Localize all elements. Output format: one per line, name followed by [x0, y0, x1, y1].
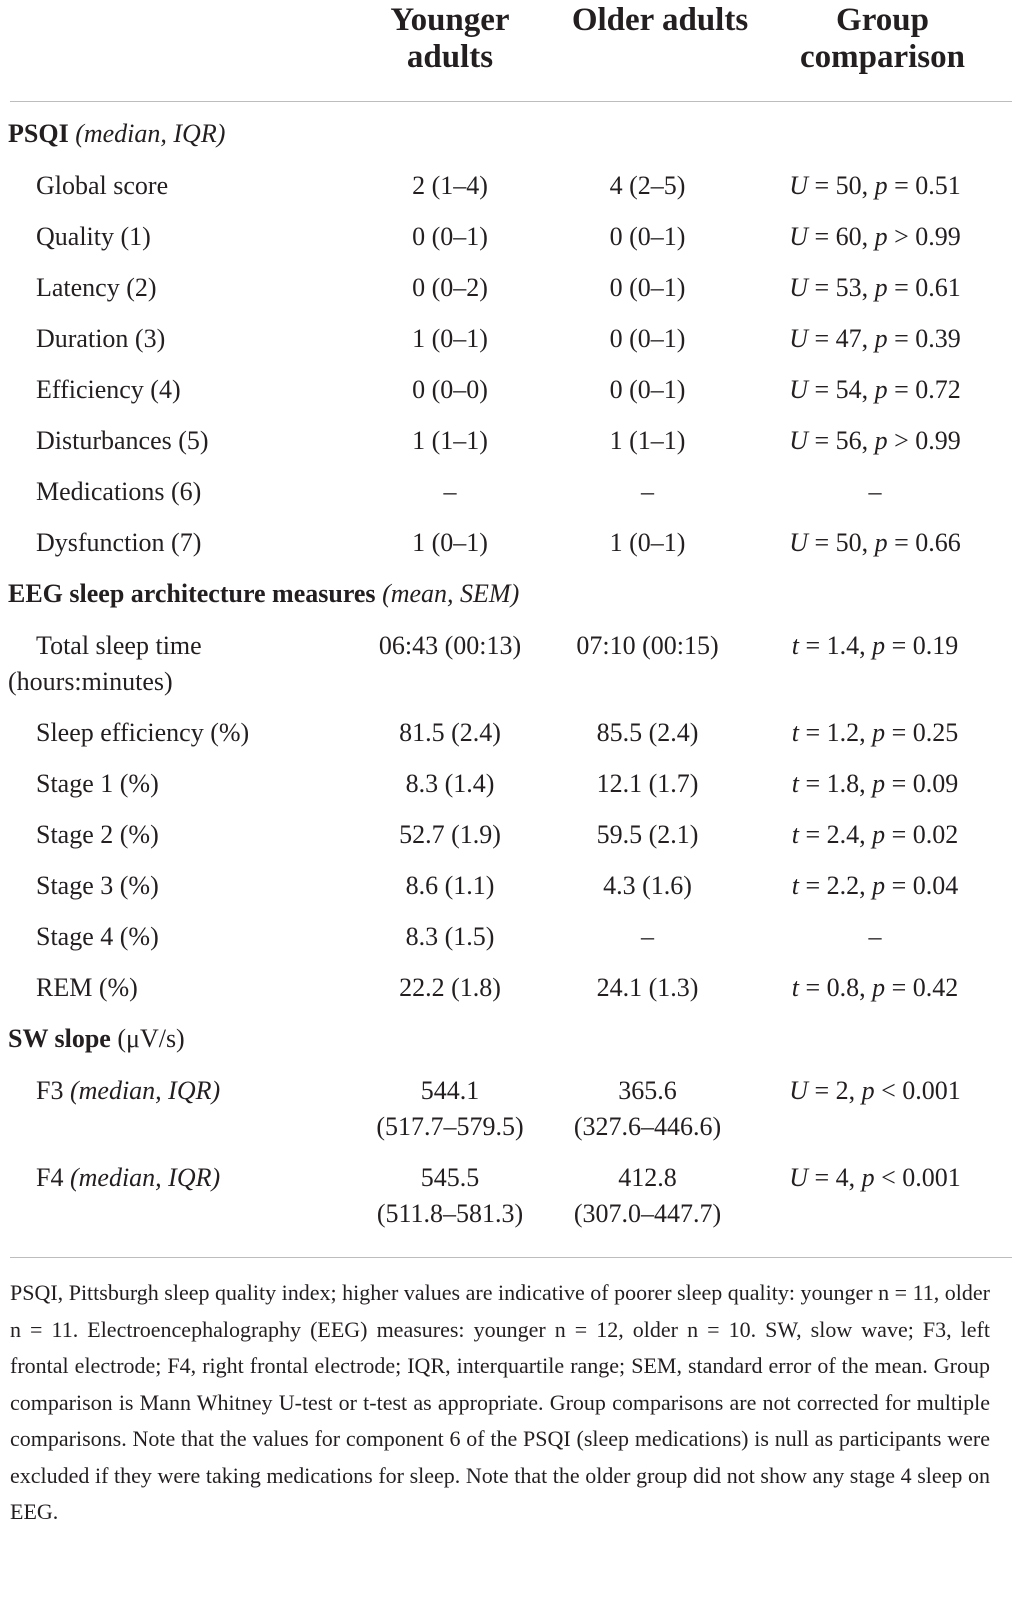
- table-row: [0, 628, 1021, 715]
- p-symbol: p: [872, 769, 886, 798]
- row-label: [36, 868, 366, 904]
- cell-older: [550, 766, 745, 802]
- cell-older-value: 1 (0–1): [609, 528, 686, 557]
- cell-younger-value: 8.3 (1.5): [405, 922, 495, 951]
- cell-younger-value: 8.3 (1.4): [405, 769, 495, 798]
- section-qualifier: (median, IQR): [75, 119, 226, 148]
- row-label: [36, 970, 366, 1006]
- p-symbol: p: [872, 871, 886, 900]
- table-row: [0, 321, 1021, 372]
- row-label: [36, 168, 366, 204]
- stat-value: = 2.2,: [798, 871, 873, 900]
- cell-older-value: 4 (2–5): [609, 171, 686, 200]
- cell-younger-value: 2 (1–4): [412, 171, 488, 200]
- cell-younger: [368, 817, 532, 853]
- cell-older-value: –: [641, 922, 654, 951]
- footer-divider: [10, 1257, 1012, 1258]
- cell-older-value: 24.1 (1.3): [596, 973, 699, 1002]
- stat-symbol: t: [791, 871, 799, 900]
- row-label-text: Sleep efficiency (%): [36, 718, 250, 747]
- cell-group-comparison: [765, 474, 985, 510]
- section-title: [8, 116, 225, 152]
- row-label-text: Stage 2 (%): [36, 820, 159, 849]
- table-footnote: PSQI, Pittsburgh sleep quality index; higher values are indicative of poorer sleep quality: younger n = 11, older n = 11. Electroencephalography (EEG) measures: younger n = 12, older n = 10. SW, slow wave; F3, left frontal electrode; F4, right frontal electrode; IQR, interquartile range; SEM, standard error of the mean. Group comparison is Mann Whitney U-test or t-test as appropriate. Group comparisons are not corrected for multiple comparisons. Note that the values for component 6 of the PSQI (sleep medications) is null as participants were excluded if they were taking medications for sleep. Note that the older group did not show any stage 4 sleep on EEG.: [10, 1280, 990, 1524]
- p-symbol: p: [872, 820, 886, 849]
- table-row: [0, 919, 1021, 970]
- cell-older: [550, 715, 745, 751]
- cell-older-value: 07:10 (00:15): [576, 631, 719, 660]
- cell-older: [550, 321, 745, 357]
- cell-group-comparison: [765, 270, 985, 306]
- cell-younger-value: 1 (0–1): [412, 324, 488, 353]
- cell-older-value: 59.5 (2.1): [596, 820, 699, 849]
- stat-symbol: U: [789, 273, 808, 302]
- cell-younger: [368, 970, 532, 1006]
- cell-younger-range: (511.8–581.3): [376, 1199, 524, 1228]
- cell-younger-value: 81.5 (2.4): [399, 718, 501, 747]
- stat-value: = 54,: [807, 375, 875, 404]
- cell-older-value: 4.3 (1.6): [603, 871, 692, 900]
- p-value: = 0.39: [887, 324, 961, 353]
- cell-older-range: (327.6–446.6): [573, 1112, 722, 1141]
- p-value: = 0.72: [887, 375, 961, 404]
- cell-group-comparison: [765, 766, 985, 802]
- cell-older: [550, 868, 745, 904]
- cell-older-value: 412.8: [618, 1163, 677, 1192]
- cell-older-value: –: [641, 477, 654, 506]
- table-row: [0, 525, 1021, 576]
- row-label-text: Total sleep time: [36, 631, 202, 660]
- table-row: [0, 423, 1021, 474]
- section-heading: [0, 1021, 1021, 1073]
- cell-younger: [368, 321, 532, 357]
- cell-older-value: 12.1 (1.7): [596, 769, 699, 798]
- stat-symbol: U: [789, 324, 808, 353]
- cell-younger-value: 0 (0–2): [412, 273, 488, 302]
- cell-younger: [368, 168, 532, 204]
- stat-value: = 2.4,: [798, 820, 873, 849]
- cell-younger: [368, 372, 532, 408]
- stat-symbol: t: [791, 718, 799, 747]
- stat-value: = 2,: [807, 1076, 862, 1105]
- cell-dash: –: [868, 922, 882, 951]
- cell-older-value: 0 (0–1): [609, 324, 686, 353]
- cell-group-comparison: [765, 970, 985, 1006]
- stat-symbol: t: [791, 631, 799, 660]
- cell-older-value: 0 (0–1): [609, 222, 686, 251]
- row-label: [36, 321, 366, 357]
- row-label: [36, 1073, 366, 1109]
- row-label-text: Duration (3): [36, 324, 166, 353]
- stat-symbol: U: [789, 222, 808, 251]
- row-label: [36, 919, 366, 955]
- cell-older: [550, 474, 745, 510]
- cell-younger-value: 1 (1–1): [412, 426, 488, 455]
- stat-value: = 4,: [807, 1163, 862, 1192]
- row-label-text: Stage 3 (%): [36, 871, 159, 900]
- row-label-text: Dysfunction (7): [36, 528, 202, 557]
- cell-younger-value: 1 (0–1): [412, 528, 488, 557]
- p-value: = 0.04: [885, 871, 959, 900]
- cell-group-comparison: [765, 628, 985, 664]
- section-title-text: EEG sleep architecture measures: [8, 579, 376, 608]
- cell-younger-value: 0 (0–1): [412, 222, 488, 251]
- row-label: [36, 1160, 366, 1196]
- stat-value: = 0.8,: [798, 973, 873, 1002]
- stat-symbol: U: [789, 1163, 808, 1192]
- stat-value: = 53,: [807, 273, 875, 302]
- section-qualifier: (μV/s): [117, 1024, 185, 1053]
- cell-younger: [368, 219, 532, 255]
- cell-group-comparison: [765, 321, 985, 357]
- p-value: = 0.66: [887, 528, 961, 557]
- stat-value: = 56,: [807, 426, 875, 455]
- row-label: [36, 270, 366, 306]
- cell-older: [550, 372, 745, 408]
- cell-group-comparison: [765, 372, 985, 408]
- cell-younger: [368, 270, 532, 306]
- cell-older: [550, 919, 745, 955]
- row-label: [36, 474, 366, 510]
- section-title-text: PSQI: [8, 119, 69, 148]
- cell-older-value: 0 (0–1): [609, 273, 686, 302]
- row-label-text: Quality (1): [36, 222, 151, 251]
- cell-older-value: 365.6: [618, 1076, 677, 1105]
- table-row: [0, 219, 1021, 270]
- row-label-text: Stage 4 (%): [36, 922, 159, 951]
- row-label: [36, 219, 366, 255]
- cell-older: [550, 817, 745, 853]
- section-heading: [0, 576, 1021, 628]
- row-label-continuation: (hours:minutes): [8, 667, 173, 696]
- column-header-older: Older adults: [571, 2, 749, 38]
- stat-symbol: U: [789, 426, 808, 455]
- p-symbol: p: [874, 222, 888, 251]
- table-row: [0, 270, 1021, 321]
- section-title: [8, 576, 519, 612]
- header-divider: [10, 101, 1012, 102]
- column-header-group-comparison: Group comparison: [800, 2, 965, 75]
- table-row: [0, 715, 1021, 766]
- cell-younger-value: 544.1: [420, 1076, 480, 1105]
- cell-group-comparison: [765, 1073, 985, 1109]
- table-row: [0, 372, 1021, 423]
- p-value: = 0.42: [885, 973, 959, 1002]
- cell-younger-value: 545.5: [420, 1163, 480, 1192]
- data-table: [0, 116, 1021, 1247]
- stat-value: = 50,: [807, 171, 875, 200]
- table-row: [0, 868, 1021, 919]
- p-value: = 0.02: [885, 820, 959, 849]
- row-label-text: Medications (6): [36, 477, 202, 506]
- cell-younger-value: 8.6 (1.1): [405, 871, 495, 900]
- row-label-text: F3: [36, 1076, 64, 1105]
- row-label-text: F4: [36, 1163, 64, 1192]
- cell-younger: [368, 423, 532, 459]
- table-row: [0, 1160, 1021, 1247]
- cell-older-range: (307.0–447.7): [573, 1199, 722, 1228]
- stat-symbol: t: [791, 769, 799, 798]
- section-qualifier: (mean, SEM): [382, 579, 520, 608]
- cell-group-comparison: [765, 423, 985, 459]
- cell-older: [550, 1160, 745, 1232]
- row-label: [36, 817, 366, 853]
- table-row: [0, 168, 1021, 219]
- cell-younger: [368, 474, 532, 510]
- p-symbol: p: [874, 528, 888, 557]
- stat-value: = 50,: [807, 528, 875, 557]
- p-symbol: p: [861, 1163, 875, 1192]
- cell-group-comparison: [765, 868, 985, 904]
- p-symbol: p: [874, 426, 888, 455]
- p-value: > 0.99: [887, 222, 961, 251]
- row-label: [36, 525, 366, 561]
- p-symbol: p: [874, 273, 888, 302]
- p-value: = 0.09: [885, 769, 959, 798]
- row-label: [36, 715, 366, 751]
- table-row: [0, 970, 1021, 1021]
- row-label-text: REM (%): [36, 973, 138, 1002]
- p-symbol: p: [872, 631, 886, 660]
- stat-value: = 60,: [807, 222, 875, 251]
- p-value: = 0.19: [885, 631, 959, 660]
- row-label: [36, 766, 366, 802]
- cell-older: [550, 1073, 745, 1145]
- cell-younger-range: (517.7–579.5): [376, 1112, 524, 1141]
- p-value: < 0.001: [874, 1076, 961, 1105]
- cell-older: [550, 525, 745, 561]
- cell-younger: [368, 919, 532, 955]
- cell-younger-value: 0 (0–0): [412, 375, 488, 404]
- cell-group-comparison: [765, 919, 985, 955]
- row-label-qualifier: (median, IQR): [69, 1163, 221, 1192]
- row-label-qualifier: (median, IQR): [69, 1076, 221, 1105]
- stat-value: = 1.4,: [798, 631, 873, 660]
- cell-group-comparison: [765, 219, 985, 255]
- stat-value: = 47,: [807, 324, 875, 353]
- row-label: [8, 628, 366, 700]
- cell-younger: [368, 525, 532, 561]
- cell-younger-value: 52.7 (1.9): [399, 820, 501, 849]
- stat-symbol: t: [791, 820, 799, 849]
- p-symbol: p: [872, 973, 886, 1002]
- cell-younger: [368, 715, 532, 751]
- row-label: [36, 423, 366, 459]
- table-row: [0, 766, 1021, 817]
- cell-older: [550, 270, 745, 306]
- cell-older-value: 0 (0–1): [609, 375, 686, 404]
- cell-younger: [368, 1160, 532, 1232]
- stat-value: = 1.2,: [798, 718, 873, 747]
- row-label-text: Latency (2): [36, 273, 157, 302]
- cell-younger-value: 22.2 (1.8): [399, 973, 501, 1002]
- row-label-text: Efficiency (4): [36, 375, 181, 404]
- cell-younger: [368, 766, 532, 802]
- cell-younger: [368, 868, 532, 904]
- cell-older-value: 1 (1–1): [609, 426, 686, 455]
- p-symbol: p: [874, 324, 888, 353]
- p-symbol: p: [874, 375, 888, 404]
- cell-older-value: 85.5 (2.4): [596, 718, 699, 747]
- cell-older: [550, 628, 745, 664]
- p-symbol: p: [861, 1076, 875, 1105]
- stat-symbol: U: [789, 528, 808, 557]
- p-value: < 0.001: [874, 1163, 961, 1192]
- cell-group-comparison: [765, 817, 985, 853]
- column-header-younger: Younger adults: [390, 2, 510, 75]
- cell-group-comparison: [765, 168, 985, 204]
- cell-younger-value: –: [443, 477, 457, 506]
- row-label: [36, 372, 366, 408]
- cell-older: [550, 219, 745, 255]
- cell-group-comparison: [765, 715, 985, 751]
- section-heading: [0, 116, 1021, 168]
- p-symbol: p: [874, 171, 888, 200]
- p-value: = 0.61: [887, 273, 961, 302]
- section-title: [8, 1021, 185, 1057]
- row-label-text: Disturbances (5): [36, 426, 209, 455]
- stat-symbol: U: [789, 171, 808, 200]
- stat-symbol: U: [789, 375, 808, 404]
- section-title-text: SW slope: [8, 1024, 111, 1053]
- stat-value: = 1.8,: [798, 769, 873, 798]
- cell-older: [550, 423, 745, 459]
- row-label-text: Stage 1 (%): [36, 769, 159, 798]
- table-row: [0, 817, 1021, 868]
- cell-older: [550, 970, 745, 1006]
- cell-dash: –: [868, 477, 882, 506]
- stat-symbol: U: [789, 1076, 808, 1105]
- cell-group-comparison: [765, 525, 985, 561]
- cell-older: [550, 168, 745, 204]
- p-value: = 0.51: [887, 171, 961, 200]
- p-symbol: p: [872, 718, 886, 747]
- p-value: = 0.25: [885, 718, 959, 747]
- stat-symbol: t: [791, 973, 799, 1002]
- cell-younger-value: 06:43 (00:13): [378, 631, 522, 660]
- p-value: > 0.99: [887, 426, 961, 455]
- table-row: [0, 474, 1021, 525]
- cell-group-comparison: [765, 1160, 985, 1196]
- row-label-text: Global score: [36, 171, 169, 200]
- cell-younger: [368, 628, 532, 664]
- table-row: [0, 1073, 1021, 1160]
- cell-younger: [368, 1073, 532, 1145]
